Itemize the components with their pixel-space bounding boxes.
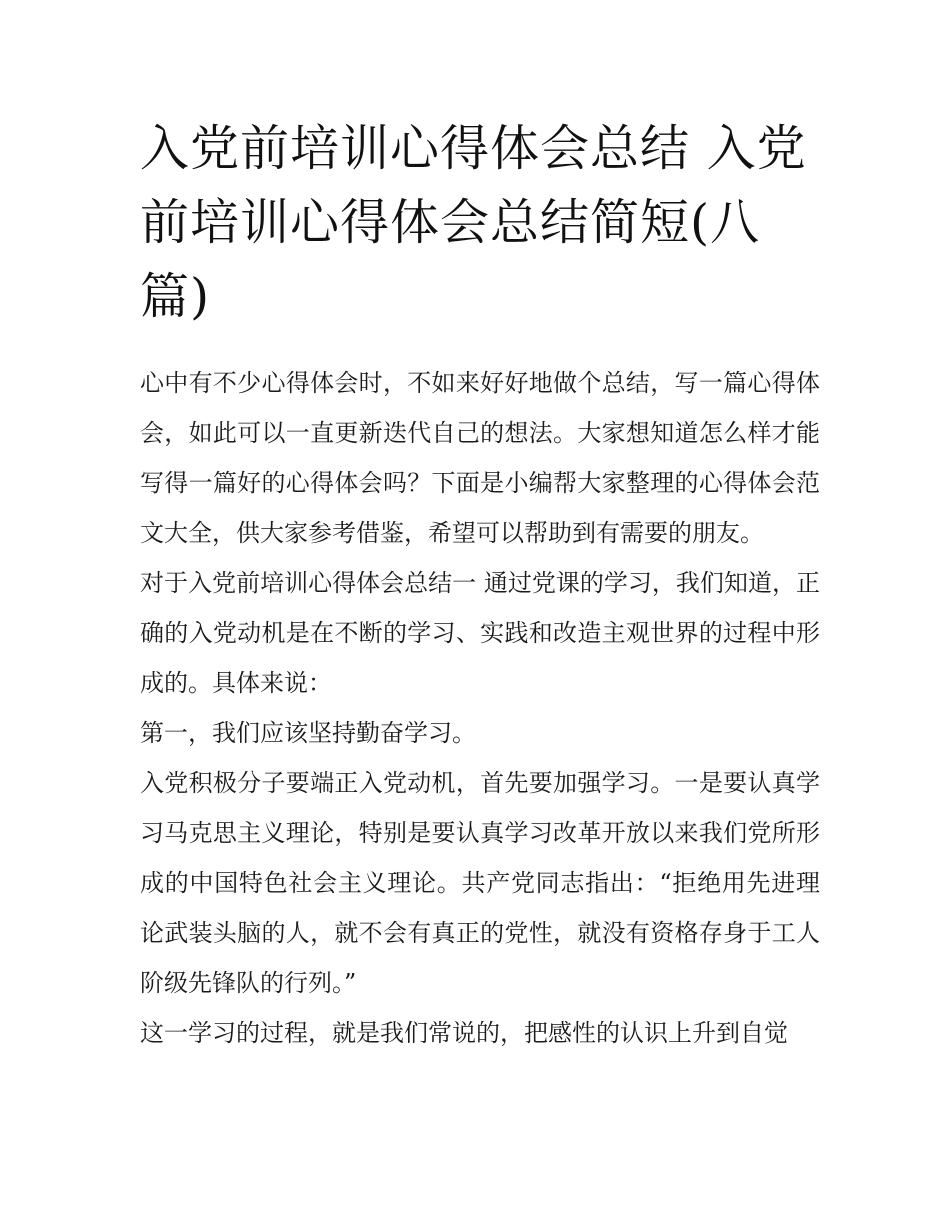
paragraph-study: 入党积极分子要端正入党动机，首先要加强学习。一是要认真学习马克思主义理论，特别是要认真学习改革开放以来我们党所形成的中国特色社会主义理论。共产党同志指出：“拒绝用先进理论武装头脑的人，就不会有真正的党性，就没有资格存身于工人阶级先锋队的行列。”	[140, 769, 820, 997]
document-title: 入党前培训心得体会总结 入党前培训心得体会总结简短(八篇)	[140, 120, 807, 325]
paragraph-process: 这一学习的过程，就是我们常说的，把感性的认识上升到自觉	[140, 1019, 788, 1047]
document-body	[140, 358, 820, 1058]
paragraph-point-one: 第一，我们应该坚持勤奋学习。	[140, 719, 476, 747]
paragraph-section-one: 对于入党前培训心得体会总结一 通过党课的学习，我们知道，正确的入党动机是在不断的学习、实践和改造主观世界的过程中形成的。具体来说：	[140, 569, 820, 697]
paragraph-intro: 心中有不少心得体会时，不如来好好地做个总结，写一篇心得体会，如此可以一直更新迭代自己的想法。大家想知道怎么样才能写得一篇好的心得体会吗？下面是小编帮大家整理的心得体会范文大全，供大家参考借鉴，希望可以帮助到有需要的朋友。	[140, 369, 820, 547]
